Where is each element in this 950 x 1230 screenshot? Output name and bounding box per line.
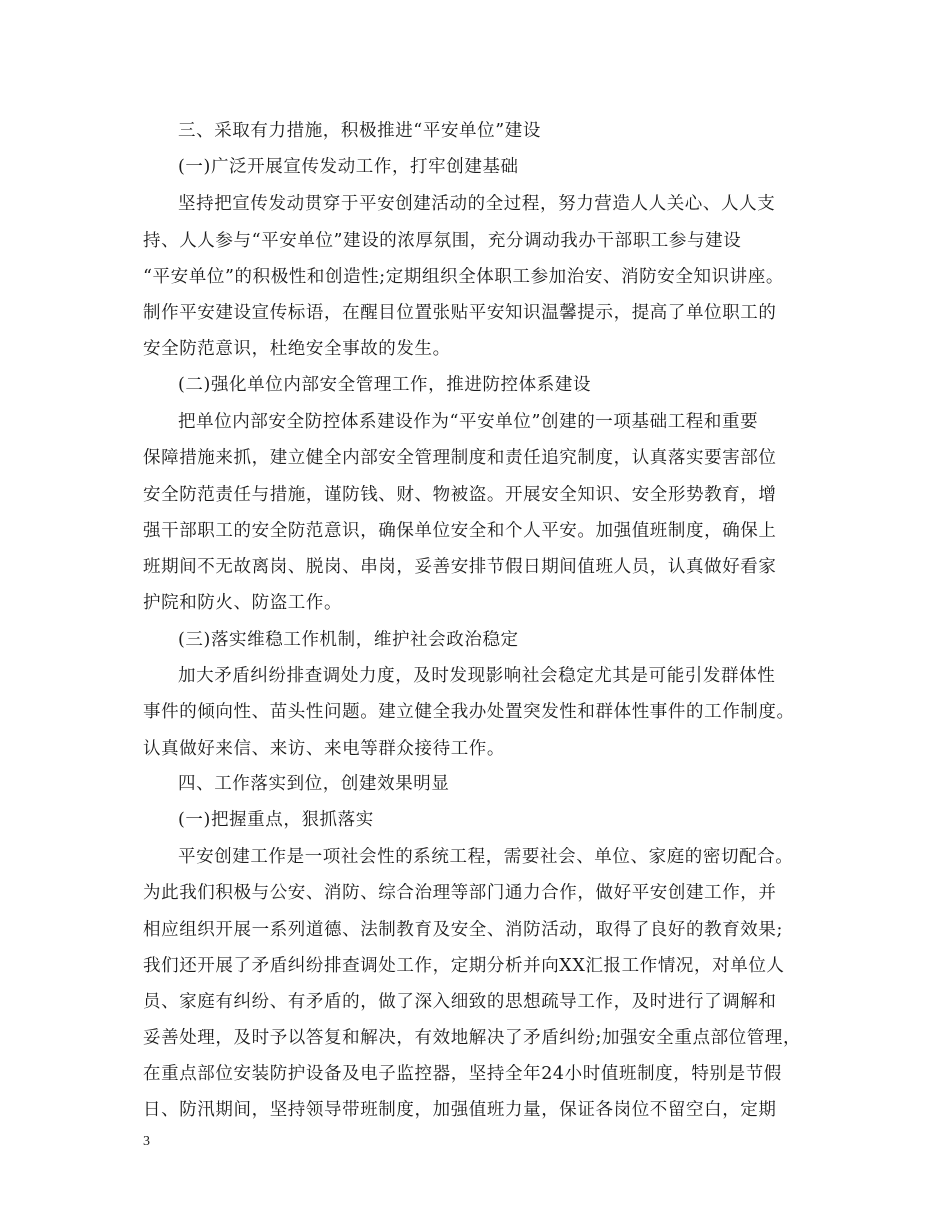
paragraph-line: 在重点部位安装防护设备及电子监控器，坚持全年24小时值班制度，特别是节假 — [143, 1064, 782, 1084]
paragraph-line: 护院和防火、防盗工作。 — [143, 593, 343, 613]
paragraph-line: 安全防范责任与措施，谨防钱、财、物被盗。开展安全知识、安全形势教育，增 — [143, 485, 777, 505]
paragraph-line: 相应组织开展一系列道德、法制教育及安全、消防活动，取得了良好的教育效果; — [143, 920, 783, 940]
section-heading: 三、采取有力措施，积极推进“平安单位”建设 — [178, 121, 541, 141]
paragraph-line: 妥善处理，及时予以答复和解决，有效地解决了矛盾纠纷;加强安全重点部位管理， — [143, 1028, 802, 1048]
paragraph-line: 为此我们积极与公安、消防、综合治理等部门通力合作，做好平安创建工作，并 — [143, 883, 777, 903]
subsection-heading: (二)强化单位内部安全管理工作，推进防控体系建设 — [178, 375, 592, 395]
paragraph-line: 我们还开展了矛盾纠纷排查调处工作，定期分析并向XX汇报工作情况，对单位人 — [143, 956, 785, 976]
paragraph-line: 安全防范意识，杜绝安全事故的发生。 — [143, 339, 451, 359]
paragraph-line: 坚持把宣传发动贯穿于平安创建活动的全过程，努力营造人人关心、人人支 — [178, 194, 776, 214]
paragraph-line: 保障措施来抓，建立健全内部安全管理制度和责任追究制度，认真落实要害部位 — [143, 448, 777, 468]
paragraph-line: 事件的倾向性、苗头性问题。建立健全我办处置突发性和群体性事件的工作制度。 — [143, 702, 795, 722]
paragraph-line: 制作平安建设宣传标语，在醒目位置张贴平安知识温馨提示，提高了单位职工的 — [143, 303, 777, 323]
section-heading: 四、工作落实到位，创建效果明显 — [178, 774, 450, 794]
paragraph-line: 认真做好来信、来访、来电等群众接待工作。 — [143, 739, 505, 759]
page-number: 3 — [143, 1134, 150, 1149]
paragraph-line: 平安创建工作是一项社会性的系统工程，需要社会、单位、家庭的密切配合。 — [178, 847, 794, 867]
paragraph-line: 员、家庭有纠纷、有矛盾的，做了深入细致的思想疏导工作，及时进行了调解和 — [143, 992, 777, 1012]
paragraph-line: 持、人人参与“平安单位”建设的浓厚氛围，充分调动我办干部职工参与建设 — [143, 231, 742, 251]
paragraph-line: 把单位内部安全防控体系建设作为“平安单位”创建的一项基础工程和重要 — [178, 412, 759, 432]
paragraph-line: “平安单位”的积极性和创造性;定期组织全体职工参加治安、消防安全知识讲座。 — [143, 267, 784, 287]
subsection-heading: (一)广泛开展宣传发动工作，打牢创建基础 — [178, 157, 519, 177]
paragraph-line: 日、防汛期间，坚持领导带班制度，加强值班力量，保证各岗位不留空白，定期 — [143, 1100, 777, 1120]
paragraph-line: 加大矛盾纠纷排查调处力度，及时发现影响社会稳定尤其是可能引发群体性 — [178, 666, 776, 686]
paragraph-line: 班期间不无故离岗、脱岗、串岗，妥善安排节假日期间值班人员，认真做好看家 — [143, 557, 777, 577]
subsection-heading: (一)把握重点，狠抓落实 — [178, 810, 374, 830]
paragraph-line: 强干部职工的安全防范意识，确保单位安全和个人平安。加强值班制度，确保上 — [143, 521, 777, 541]
subsection-heading: (三)落实维稳工作机制，维护社会政治稳定 — [178, 630, 519, 650]
